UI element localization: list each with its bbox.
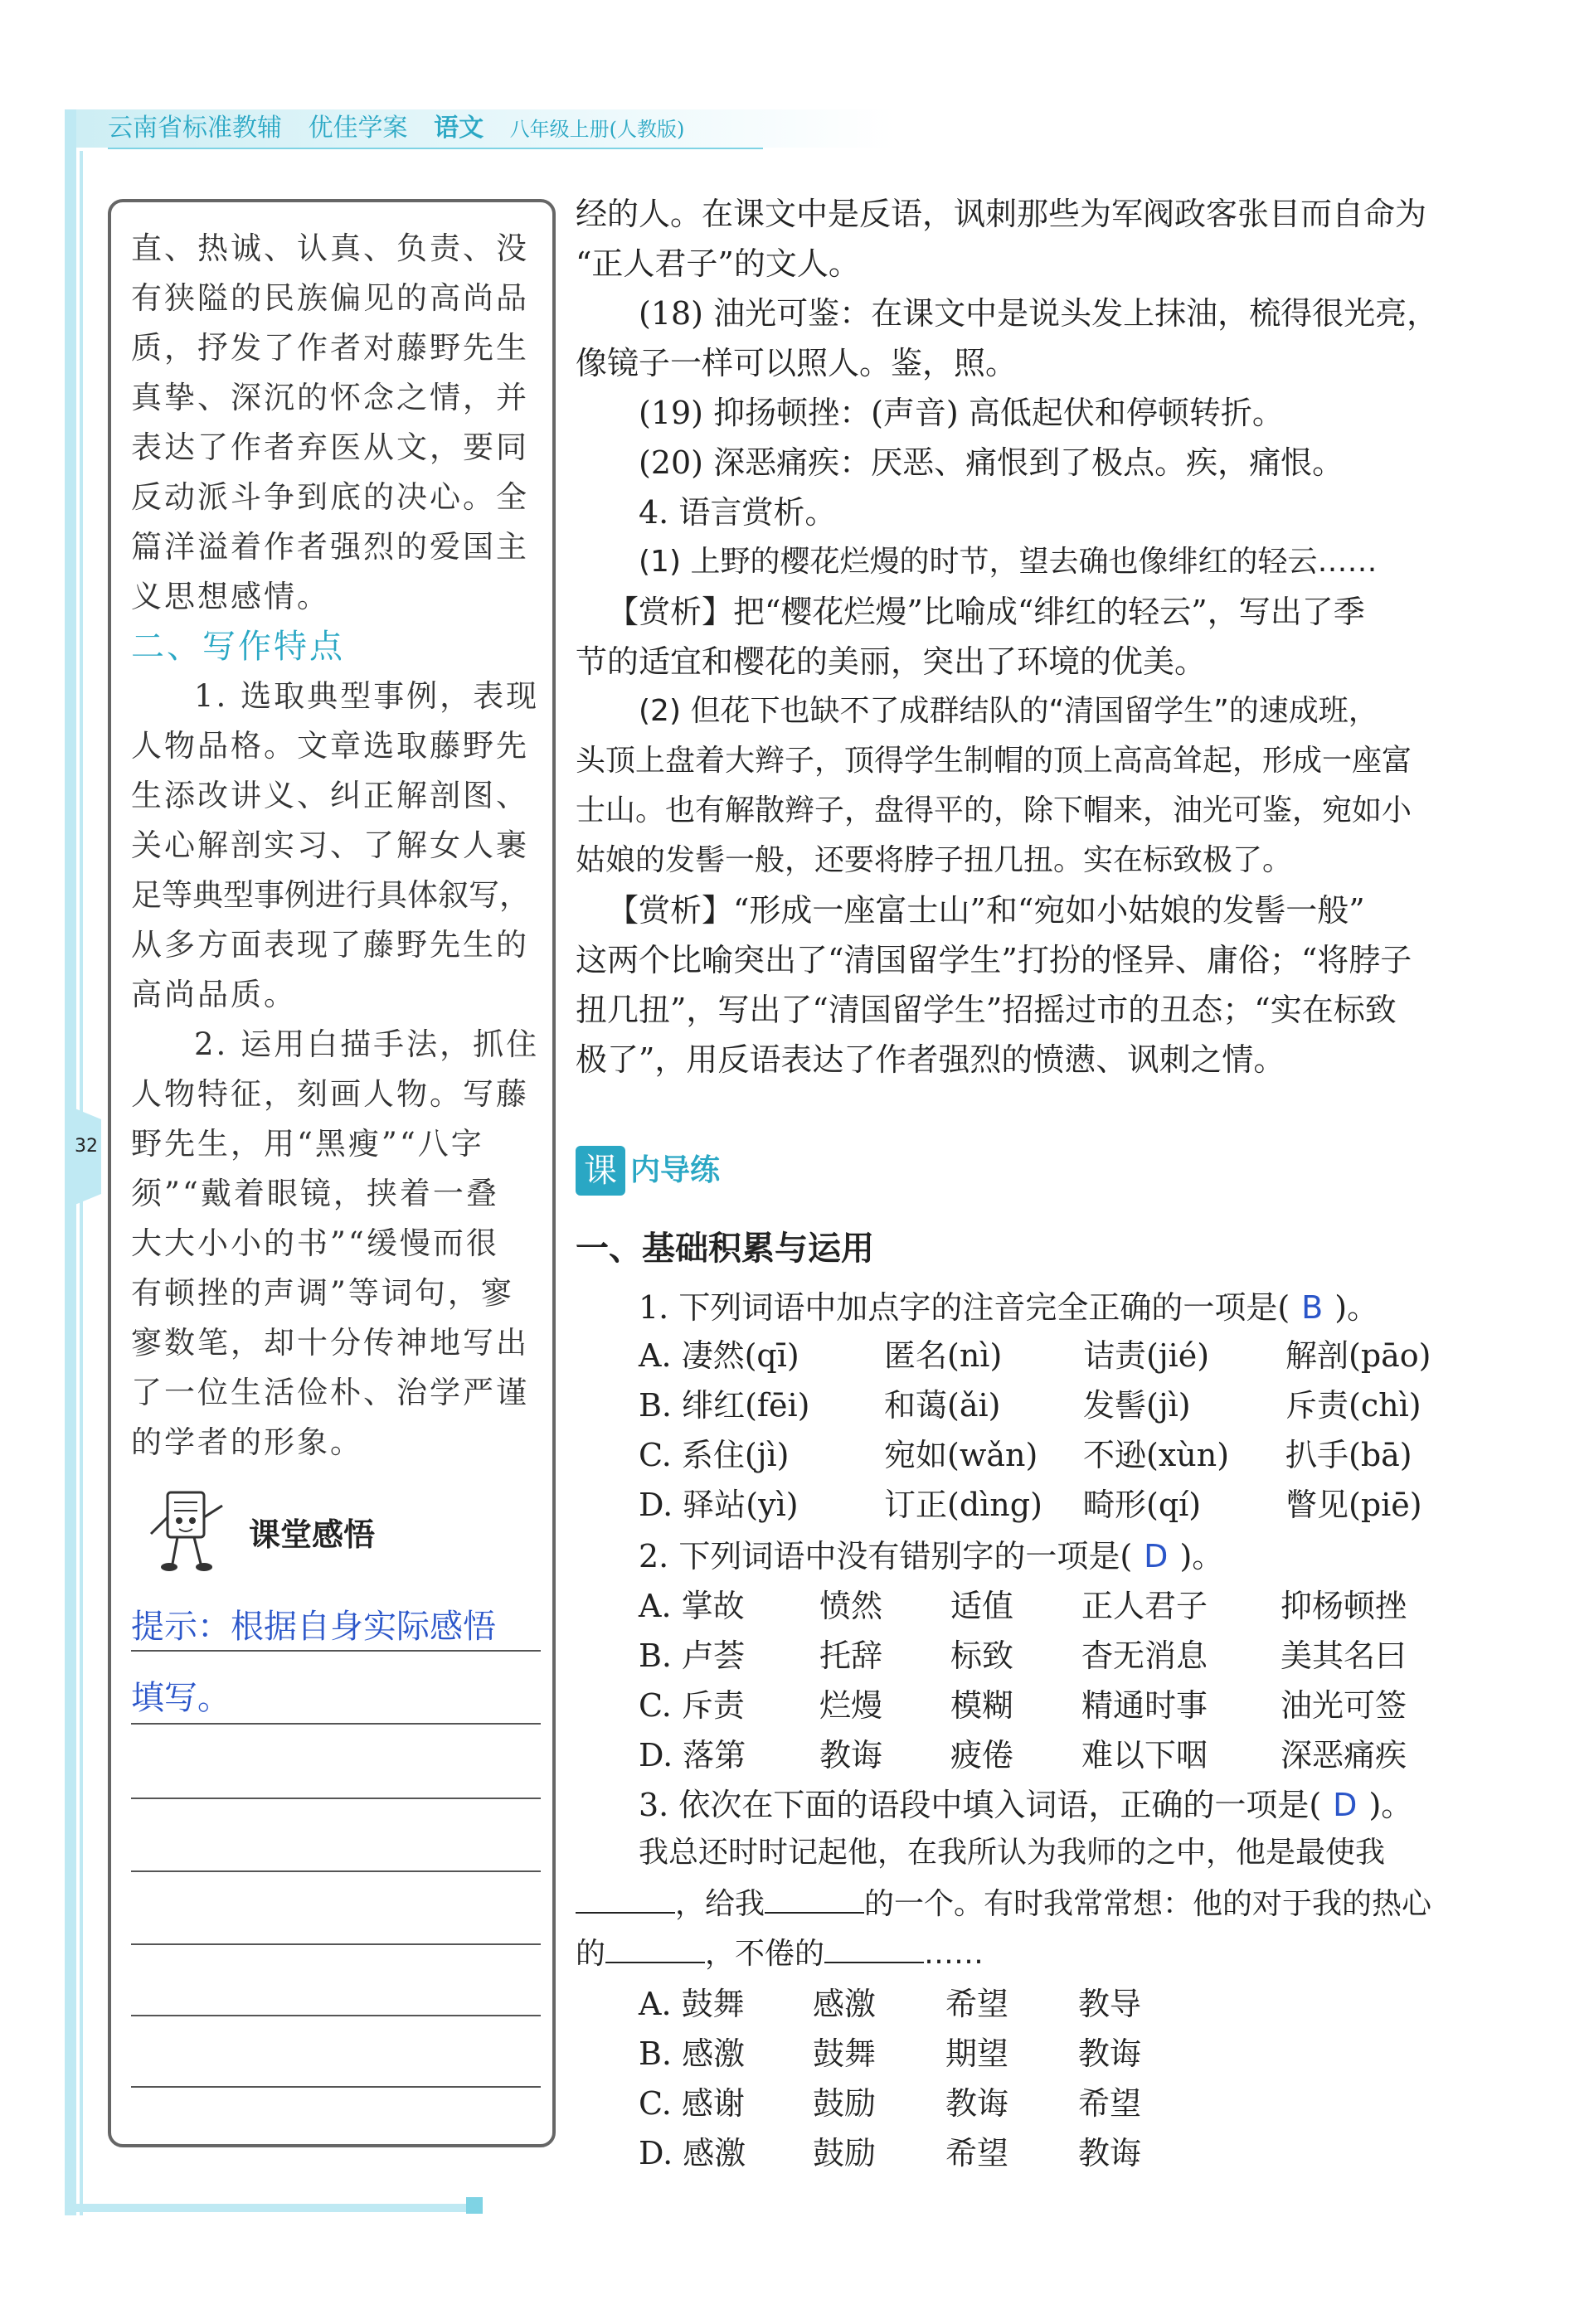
q1-option-d-3: 畸形(qí) (1083, 1487, 1202, 1523)
writing-line[interactable] (131, 2086, 541, 2088)
page-number-tab (73, 1108, 101, 1206)
q1-option-a-3: 诘责(jié) (1083, 1337, 1210, 1374)
question-1-end: )。 (1334, 1289, 1379, 1326)
header-title (108, 109, 702, 148)
q2-option-d-5: 深恶痛疾 (1281, 1737, 1407, 1773)
sidebar-line: 足等典型事例进行具体叙写， (131, 877, 530, 913)
q3-option-a-2: 感激 (813, 1986, 877, 2022)
q1-option-b-4: 斥责(chì) (1285, 1387, 1421, 1424)
q3-option-d-3: 希望 (945, 2135, 1009, 2171)
header-series: 云南省标准教辅 (108, 114, 282, 143)
q1-option-b-2: 和蔼(ǎi) (884, 1387, 1001, 1424)
question-3-answer: D (1333, 1787, 1358, 1823)
lesson-practice-title: 内导练 (630, 1153, 721, 1187)
sidebar-line: 野先生，用“黑瘦”“八字 (131, 1126, 484, 1162)
text-line: 【赏析】把“樱花烂熳”比喻成“绯红的轻云”，写出了季 (607, 594, 1365, 630)
sidebar-line: 义思想感情。 (131, 579, 330, 614)
sidebar-line: 1. 选取典型事例，表现 (194, 678, 540, 714)
header-subject: 语文 (434, 114, 484, 143)
header-rule (108, 148, 763, 149)
sidebar-line: 寥数笔，却十分传神地写出 (131, 1325, 529, 1361)
sidebar-heading-writing-features: 二、写作特点 (131, 628, 345, 666)
text-line: (1) 上野的樱花烂熳的时节，望去确也像绯红的轻云…… (639, 545, 1378, 579)
question-3-passage-1: 我总还时时记起他，在我所认为我师的之中，他是最使我 (639, 1836, 1386, 1870)
q3-option-d-1: D. 感激 (639, 2135, 746, 2171)
q2-option-c-4: 精通时事 (1081, 1687, 1208, 1724)
writing-line[interactable] (131, 1798, 541, 1799)
passage-text: 的 (576, 1937, 606, 1971)
text-line: 扭几扭”，写出了“清国留学生”招摇过市的丑态；“实在标致 (576, 992, 1397, 1028)
text-line: (20) 深恶痛疾：厌恶、痛恨到了极点。疾，痛恨。 (639, 444, 1344, 481)
q1-option-a-4: 解剖(pāo) (1285, 1337, 1431, 1374)
q1-option-d-1: D. 驿站(yì) (639, 1487, 799, 1523)
q2-option-c-1: C. 斥责 (639, 1687, 745, 1724)
q2-option-d-4: 难以下咽 (1081, 1737, 1208, 1773)
q2-option-a-1: A. 掌故 (639, 1588, 745, 1624)
frame-corner-square (466, 2197, 483, 2214)
question-3-passage-3 (576, 1929, 984, 1972)
sidebar-content (131, 224, 546, 1468)
question-1-stem: 1. 下列词语中加点字的注音完全正确的一项是( (639, 1289, 1290, 1326)
q2-option-d-2: 教诲 (819, 1737, 883, 1773)
writing-line (131, 1723, 541, 1725)
sidebar-line: 须”“戴着眼镜，挟着一叠 (131, 1176, 499, 1211)
q1-option-c-4: 扒手(bā) (1285, 1437, 1412, 1473)
sidebar-line: 篇洋溢着作者强烈的爱国主 (131, 529, 529, 565)
q1-option-d-4: 瞥见(piē) (1285, 1487, 1422, 1523)
writing-line[interactable] (131, 1943, 541, 1945)
text-line: 极了”，用反语表达了作者强烈的愤懑、讽刺之情。 (576, 1041, 1285, 1078)
q3-option-c-3: 教诲 (945, 2085, 1009, 2122)
text-line: 士山。也有解散辫子，盘得平的，除下帽来，油光可鉴，宛如小 (576, 793, 1412, 827)
passage-text: 的一个。有时我常常想：他的对于我的热心 (864, 1887, 1432, 1921)
q1-option-c-2: 宛如(wǎn) (884, 1437, 1038, 1473)
sidebar-line: 真挚、深沉的怀念之情，并 (131, 380, 529, 415)
sidebar-line: 的学者的形象。 (131, 1424, 363, 1460)
q2-option-c-3: 模糊 (950, 1687, 1014, 1724)
text-line: “正人君子”的文人。 (576, 245, 860, 282)
q2-option-b-3: 标致 (950, 1637, 1014, 1674)
sidebar-line: 直、热诚、认真、负责、没 (131, 230, 529, 266)
header-grade: 八年级上册(人教版) (509, 118, 685, 141)
text-line: 姑娘的发髻一般，还要将脖子扭几扭。实在标致极了。 (576, 843, 1293, 877)
question-2-end: )。 (1179, 1538, 1224, 1574)
sidebar-line: 人物特征，刻画人物。写藤 (131, 1076, 529, 1112)
text-line: (2) 但花下也缺不了成群结队的“清国留学生”的速成班， (639, 694, 1378, 728)
q3-option-c-2: 鼓励 (813, 2085, 877, 2122)
page-number: 32 (75, 1136, 98, 1157)
sidebar-line: 2. 运用白描手法，抓住 (194, 1026, 540, 1062)
writing-line[interactable] (131, 2015, 541, 2016)
text-line: 【赏析】“形成一座富士山”和“宛如小姑娘的发髻一般” (607, 892, 1365, 929)
q3-option-b-4: 教诲 (1078, 2035, 1142, 2072)
writing-line (131, 1650, 541, 1652)
sidebar-line: 表达了作者弃医从文，要同 (131, 429, 529, 465)
question-2-options (639, 1580, 1551, 1779)
sidebar-line: 了一位生活俭朴、治学严谨 (131, 1375, 529, 1410)
sidebar-line: 大大小小的书”“缓慢而很 (131, 1225, 499, 1261)
q2-option-d-1: D. 落第 (639, 1737, 746, 1773)
q2-option-b-5: 美其名曰 (1281, 1637, 1407, 1674)
lesson-practice-icon: 课 (576, 1146, 625, 1196)
q3-option-b-3: 期望 (945, 2035, 1009, 2072)
text-line: (18) 油光可鉴：在课文中是说头发上抹油，梳得很光亮， (639, 295, 1439, 332)
q2-option-a-2: 愤然 (819, 1588, 883, 1624)
reflection-title: 课堂感悟 (249, 1516, 376, 1553)
q3-option-b-1: B. 感激 (639, 2035, 746, 2072)
question-2-answer: D (1144, 1538, 1169, 1574)
text-line: 这两个比喻突出了“清国留学生”打扮的怪异、庸俗；“将脖子 (576, 942, 1412, 978)
sidebar-line: 生添改讲义、纠正解剖图、 (131, 778, 529, 813)
fill-blank[interactable] (605, 1929, 705, 1963)
q2-option-b-2: 托辞 (819, 1637, 883, 1674)
text-line: 节的适宜和樱花的美丽，突出了环境的优美。 (576, 643, 1207, 680)
sidebar-line: 关心解剖实习、了解女人裹 (131, 827, 529, 863)
text-line: 像镜子一样可以照人。鉴，照。 (576, 345, 1018, 381)
sidebar-line: 反动派斗争到底的决心。全 (131, 479, 529, 515)
fill-blank[interactable] (765, 1879, 864, 1914)
header-book: 优佳学案 (308, 114, 408, 143)
thinking-figure-icon (143, 1484, 234, 1575)
question-3-options (639, 1978, 1468, 2177)
q1-option-b-1: B. 绯红(fēi) (639, 1387, 810, 1424)
sidebar-line: 有顿挫的声调”等词句，寥 (131, 1275, 514, 1311)
q3-option-d-2: 鼓励 (813, 2135, 877, 2171)
q2-option-a-4: 正人君子 (1081, 1588, 1208, 1624)
sidebar-line: 高尚品质。 (131, 977, 297, 1012)
passage-text: ，给我 (675, 1887, 765, 1921)
q3-option-a-3: 希望 (945, 1986, 1009, 2022)
q2-option-d-3: 疲倦 (950, 1737, 1014, 1773)
question-3-stem: 3. 依次在下面的语段中填入词语，正确的一项是( (639, 1787, 1322, 1823)
q3-option-c-1: C. 感谢 (639, 2085, 745, 2122)
question-1-options (639, 1330, 1551, 1529)
q3-option-b-2: 鼓舞 (813, 2035, 877, 2072)
section-basic-title: 一、基础积累与运用 (576, 1230, 874, 1268)
q1-option-d-2: 订正(dìng) (884, 1487, 1042, 1523)
sidebar-line: 质，抒发了作者对藤野先生 (131, 330, 529, 366)
q3-option-a-4: 教导 (1078, 1986, 1142, 2022)
sidebar-line: 从多方面表现了藤野先生的 (131, 927, 529, 963)
text-line: 头顶上盘着大辫子，顶得学生制帽的顶上高高耸起，形成一座富 (576, 744, 1412, 778)
text-line: (19) 抑扬顿挫：(声音) 高低起伏和停顿转折。 (639, 395, 1284, 431)
q3-option-d-4: 教诲 (1078, 2135, 1142, 2171)
q2-option-c-2: 烂熳 (819, 1687, 883, 1724)
question-3 (639, 1779, 1412, 1825)
q1-option-b-3: 发髻(jì) (1083, 1387, 1191, 1424)
fill-blank[interactable] (576, 1879, 675, 1914)
text-line: 4. 语言赏析。 (639, 494, 837, 531)
q2-option-b-1: B. 卢荟 (639, 1637, 746, 1674)
question-2-stem: 2. 下列词语中没有错别字的一项是( (639, 1538, 1133, 1574)
q1-option-a-2: 匿名(nì) (884, 1337, 1003, 1374)
sidebar-line: 有狭隘的民族偏见的高尚品 (131, 280, 529, 316)
hint-line-2: 填写。 (131, 1679, 231, 1717)
q1-option-a-1: A. 凄然(qī) (639, 1337, 799, 1374)
q1-option-c-3: 不逊(xùn) (1083, 1437, 1230, 1473)
main-column (576, 189, 1521, 1084)
q1-option-c-1: C. 系住(jì) (639, 1437, 790, 1473)
question-3-end: )。 (1368, 1787, 1413, 1823)
text-line: 经的人。在课文中是反语，讽刺那些为军阀政客张目而自命为 (576, 196, 1427, 232)
fill-blank[interactable] (824, 1929, 924, 1963)
q2-option-c-5: 油光可签 (1281, 1687, 1407, 1724)
hint-line-1: 提示：根据自身实际感悟 (131, 1608, 496, 1646)
q2-option-a-5: 抑杨顿挫 (1281, 1588, 1407, 1624)
page-frame-bottom (65, 2204, 471, 2212)
q3-option-a-1: A. 鼓舞 (639, 1986, 745, 2022)
question-1-answer: B (1301, 1289, 1324, 1326)
q2-option-a-3: 适值 (950, 1588, 1014, 1624)
passage-text: ，不倦的 (705, 1937, 825, 1971)
q3-option-c-4: 希望 (1078, 2085, 1142, 2122)
question-1 (639, 1282, 1378, 1327)
question-2 (639, 1531, 1223, 1576)
passage-text: …… (924, 1937, 984, 1971)
q2-option-b-4: 杳无消息 (1081, 1637, 1208, 1674)
sidebar-line: 人物品格。文章选取藤野先 (131, 728, 529, 764)
question-3-passage-2 (576, 1879, 1431, 1923)
writing-line[interactable] (131, 1870, 541, 1872)
